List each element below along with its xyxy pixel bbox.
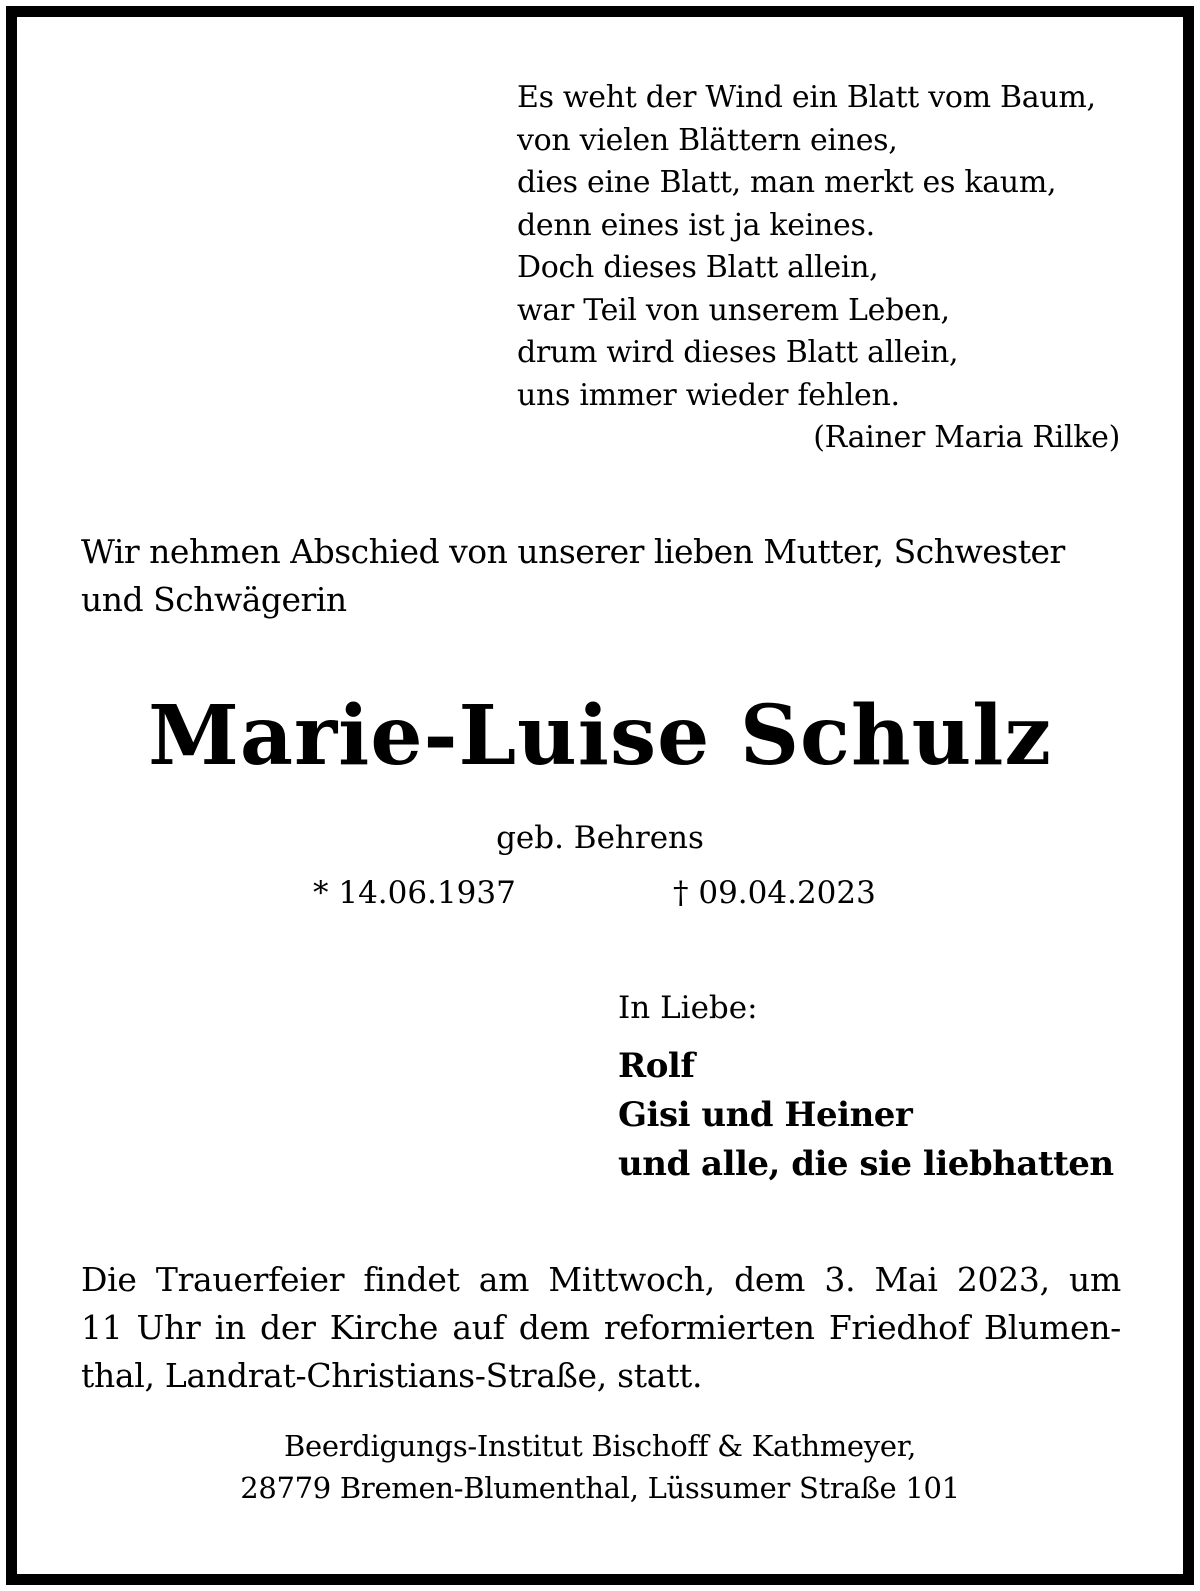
mourner-name: und alle, die sie liebhatten [618, 1144, 1114, 1184]
mourners-label: In Liebe: [618, 990, 758, 1026]
poem-line: war Teil von unserem Leben, [517, 292, 950, 328]
poem-author: (Rainer Maria Rilke) [813, 420, 1120, 455]
farewell-intro [81, 528, 1121, 624]
death-date: † 09.04.2023 [673, 875, 876, 911]
mourner-name: Gisi und Heiner [618, 1095, 913, 1135]
undertaker-name: Beerdigungs-Institut Bischoff & Kathmeyer, [284, 1429, 916, 1463]
poem [517, 77, 1120, 460]
poem-line: dies eine Blatt, man merkt es kaum, [517, 165, 1057, 200]
service-line: thal, Landrat-Christians-Straße, statt. [81, 1356, 703, 1395]
mourner-name: Rolf [618, 1046, 695, 1086]
farewell-intro-line: Wir nehmen Abschied von unserer lieben Mutter, Schwester [81, 532, 1065, 571]
undertaker-info [0, 1425, 1200, 1509]
poem-line: Doch dieses Blatt allein, [517, 250, 879, 285]
farewell-intro-line: und Schwägerin [81, 580, 347, 619]
undertaker-address: 28779 Bremen-Blumenthal, Lüssumer Straße 101 [240, 1471, 960, 1505]
service-line: Die Trauerfeier findet am Mittwoch, dem 3. Mai 2023, um [81, 1260, 1121, 1299]
poem-line: uns immer wieder fehlen. [517, 377, 900, 413]
mourners-list [618, 1042, 1114, 1189]
poem-line: drum wird dieses Blatt allein, [517, 335, 959, 370]
poem-line: von vielen Blättern eines, [517, 122, 898, 158]
service-line: 11 Uhr in der Kirche auf dem reformierten Friedhof Blumen- [81, 1308, 1121, 1347]
poem-line: denn eines ist ja keines. [517, 207, 875, 243]
birth-name: geb. Behrens [496, 820, 704, 856]
funeral-service-info [81, 1256, 1121, 1400]
deceased-name: Marie-Luise Schulz [148, 688, 1052, 784]
poem-line: Es weht der Wind ein Blatt vom Baum, [517, 80, 1096, 115]
birth-date: * 14.06.1937 [313, 875, 516, 911]
